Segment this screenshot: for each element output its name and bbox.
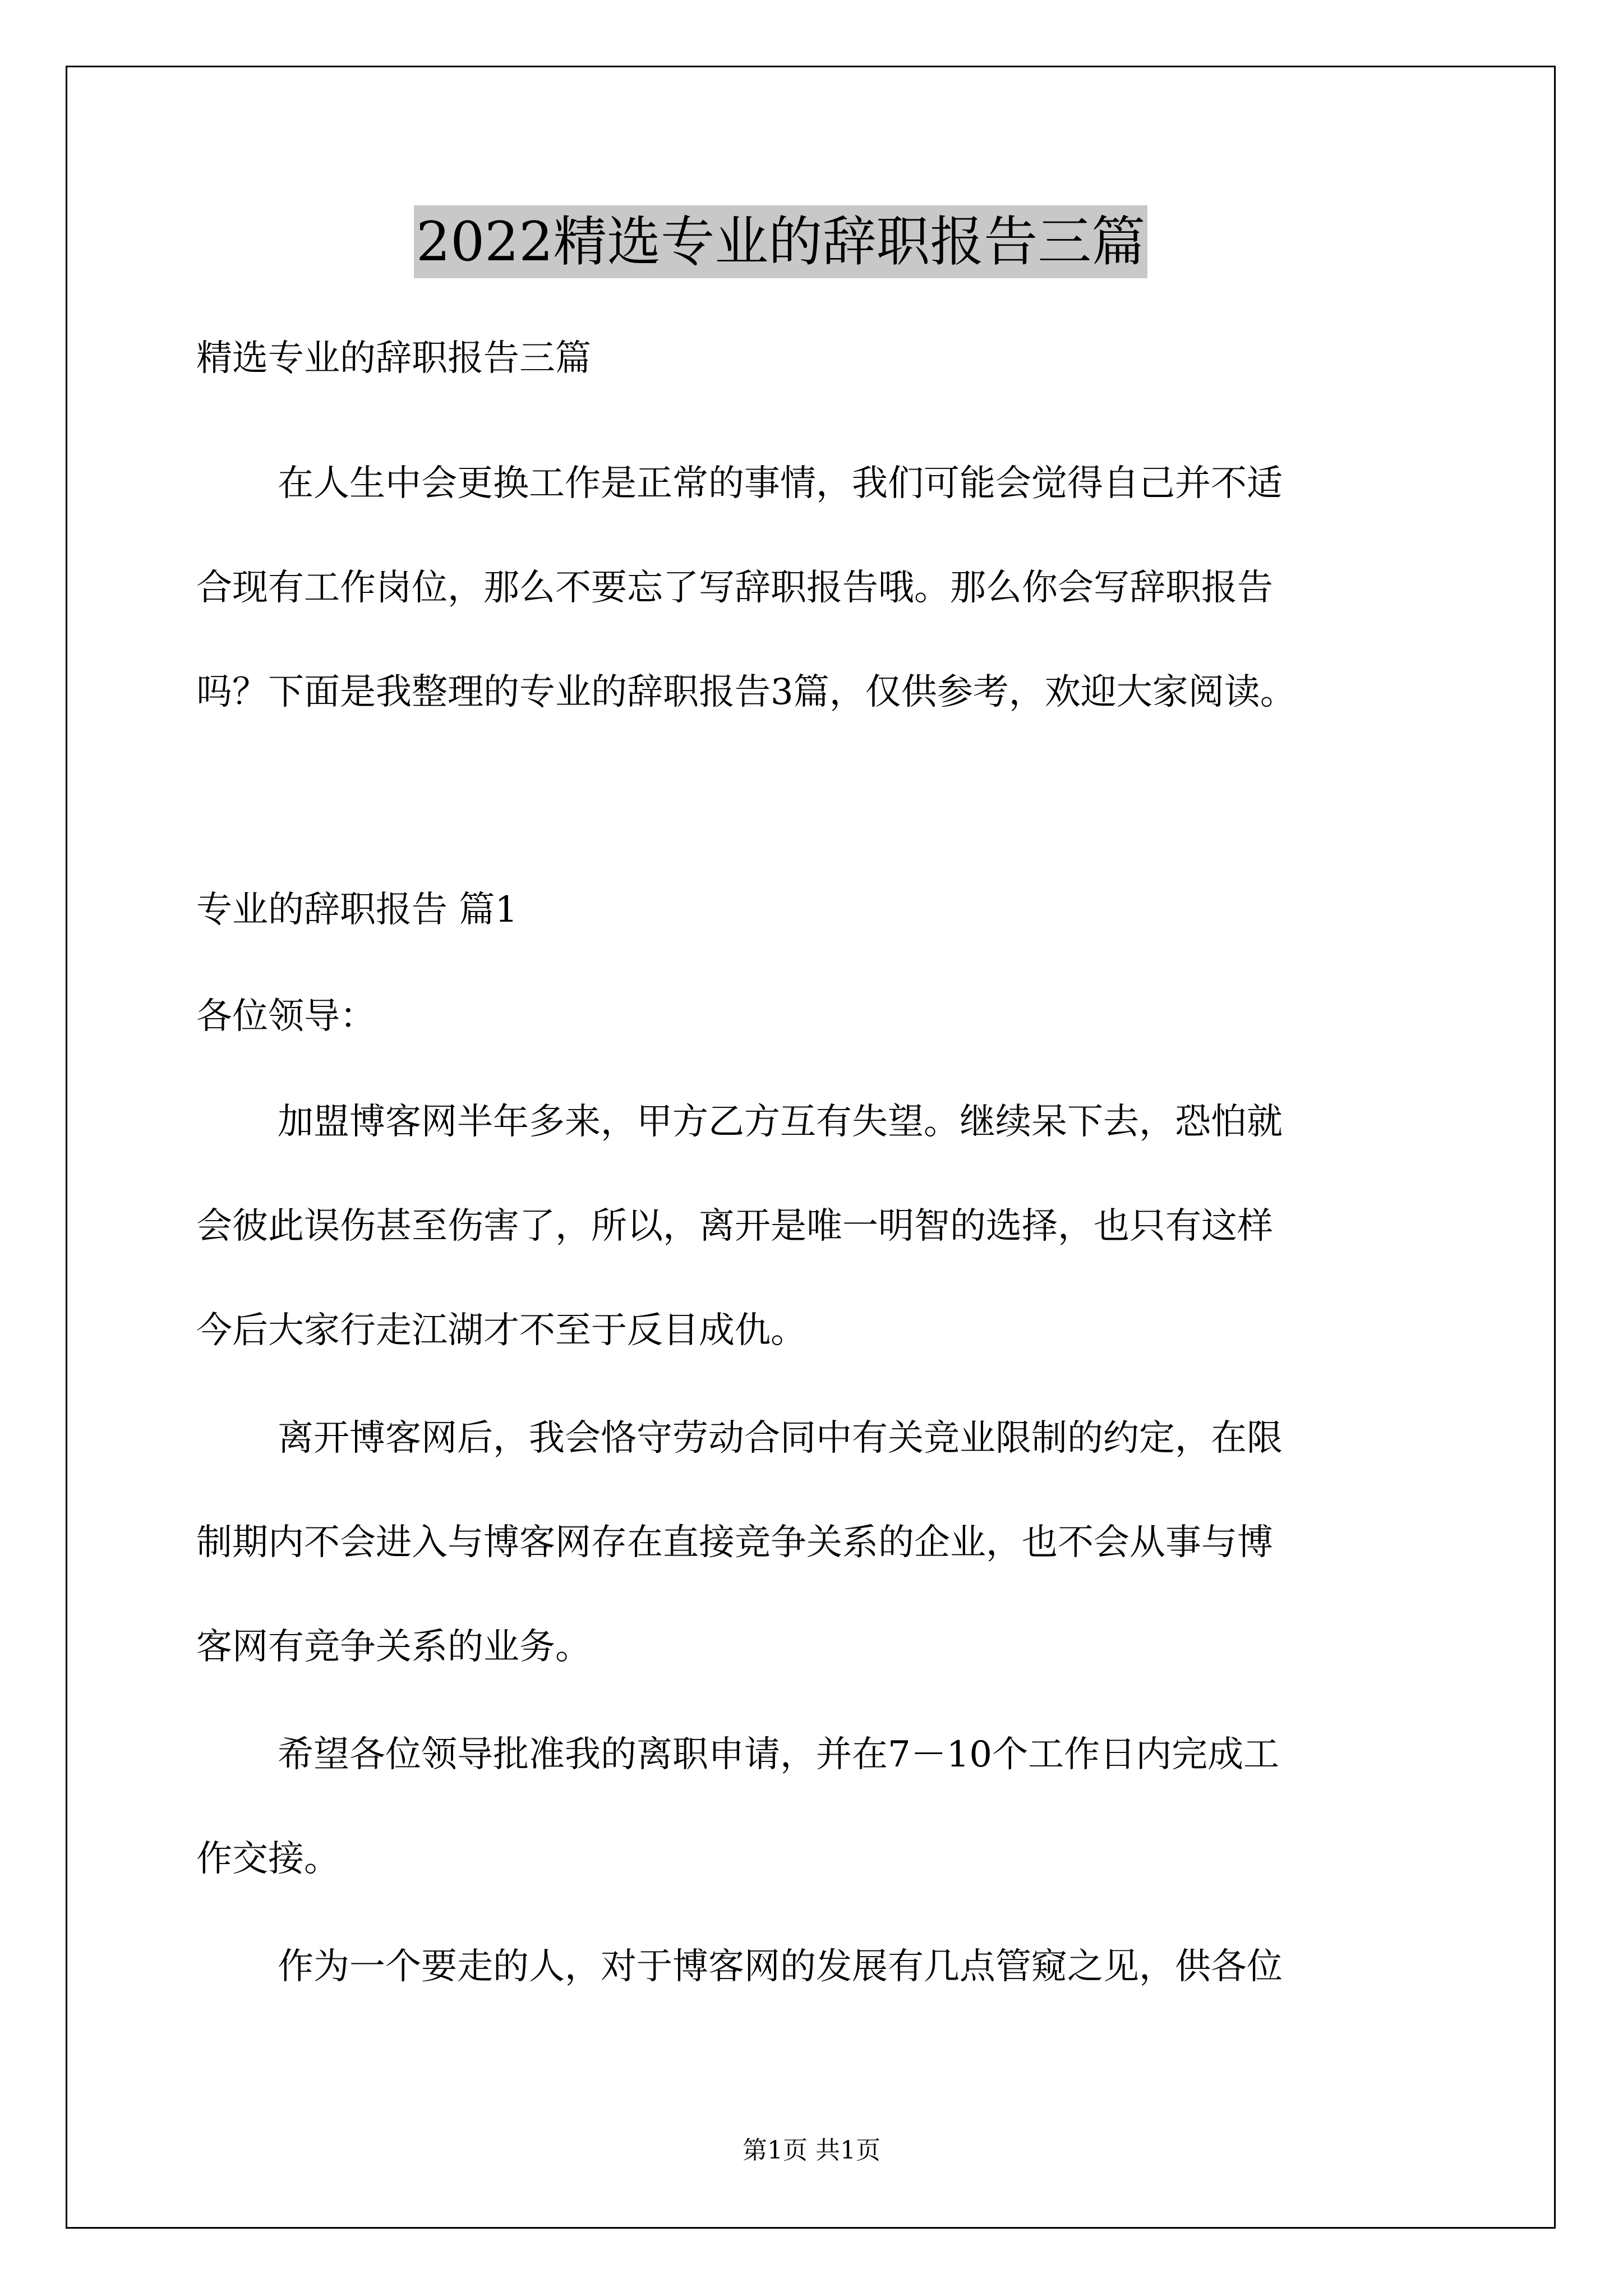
body-line-8: 作交接。 [196,1838,340,1880]
section-heading: 专业的辞职报告 篇1 [196,889,518,931]
page-footer: 第1页 共1页 [743,2136,880,2165]
intro-line-1: 在人生中会更换工作是正常的事情，我们可能会觉得自己并不适 [278,463,1283,504]
body-line-7: 希望各位领导批准我的离职申请，并在7－10个工作日内完成工 [278,1734,1280,1775]
document-subtitle: 精选专业的辞职报告三篇 [196,338,591,379]
body-line-6: 客网有竞争关系的业务。 [196,1626,591,1668]
intro-line-2: 合现有工作岗位，那么不要忘了写辞职报告哦。那么你会写辞职报告 [196,567,1273,609]
intro-line-3: 吗？下面是我整理的专业的辞职报告3篇，仅供参考，欢迎大家阅读。 [196,671,1296,713]
salutation: 各位领导： [196,996,376,1037]
body-line-2: 会彼此误伤甚至伤害了，所以，离开是唯一明智的选择，也只有这样 [196,1205,1273,1247]
body-line-5: 制期内不会进入与博客网存在直接竞争关系的企业，也不会从事与博 [196,1522,1273,1563]
body-line-9: 作为一个要走的人，对于博客网的发展有几点管窥之见，供各位 [278,1946,1283,1987]
body-line-1: 加盟博客网半年多来，甲方乙方互有失望。继续呆下去，恐怕就 [278,1101,1283,1143]
document-title: 2022精选专业的辞职报告三篇 [414,205,1147,278]
page-border [66,66,1556,2229]
body-line-3: 今后大家行走江湖才不至于反目成仇。 [196,1310,806,1351]
body-line-4: 离开博客网后，我会恪守劳动合同中有关竞业限制的约定，在限 [278,1418,1283,1459]
